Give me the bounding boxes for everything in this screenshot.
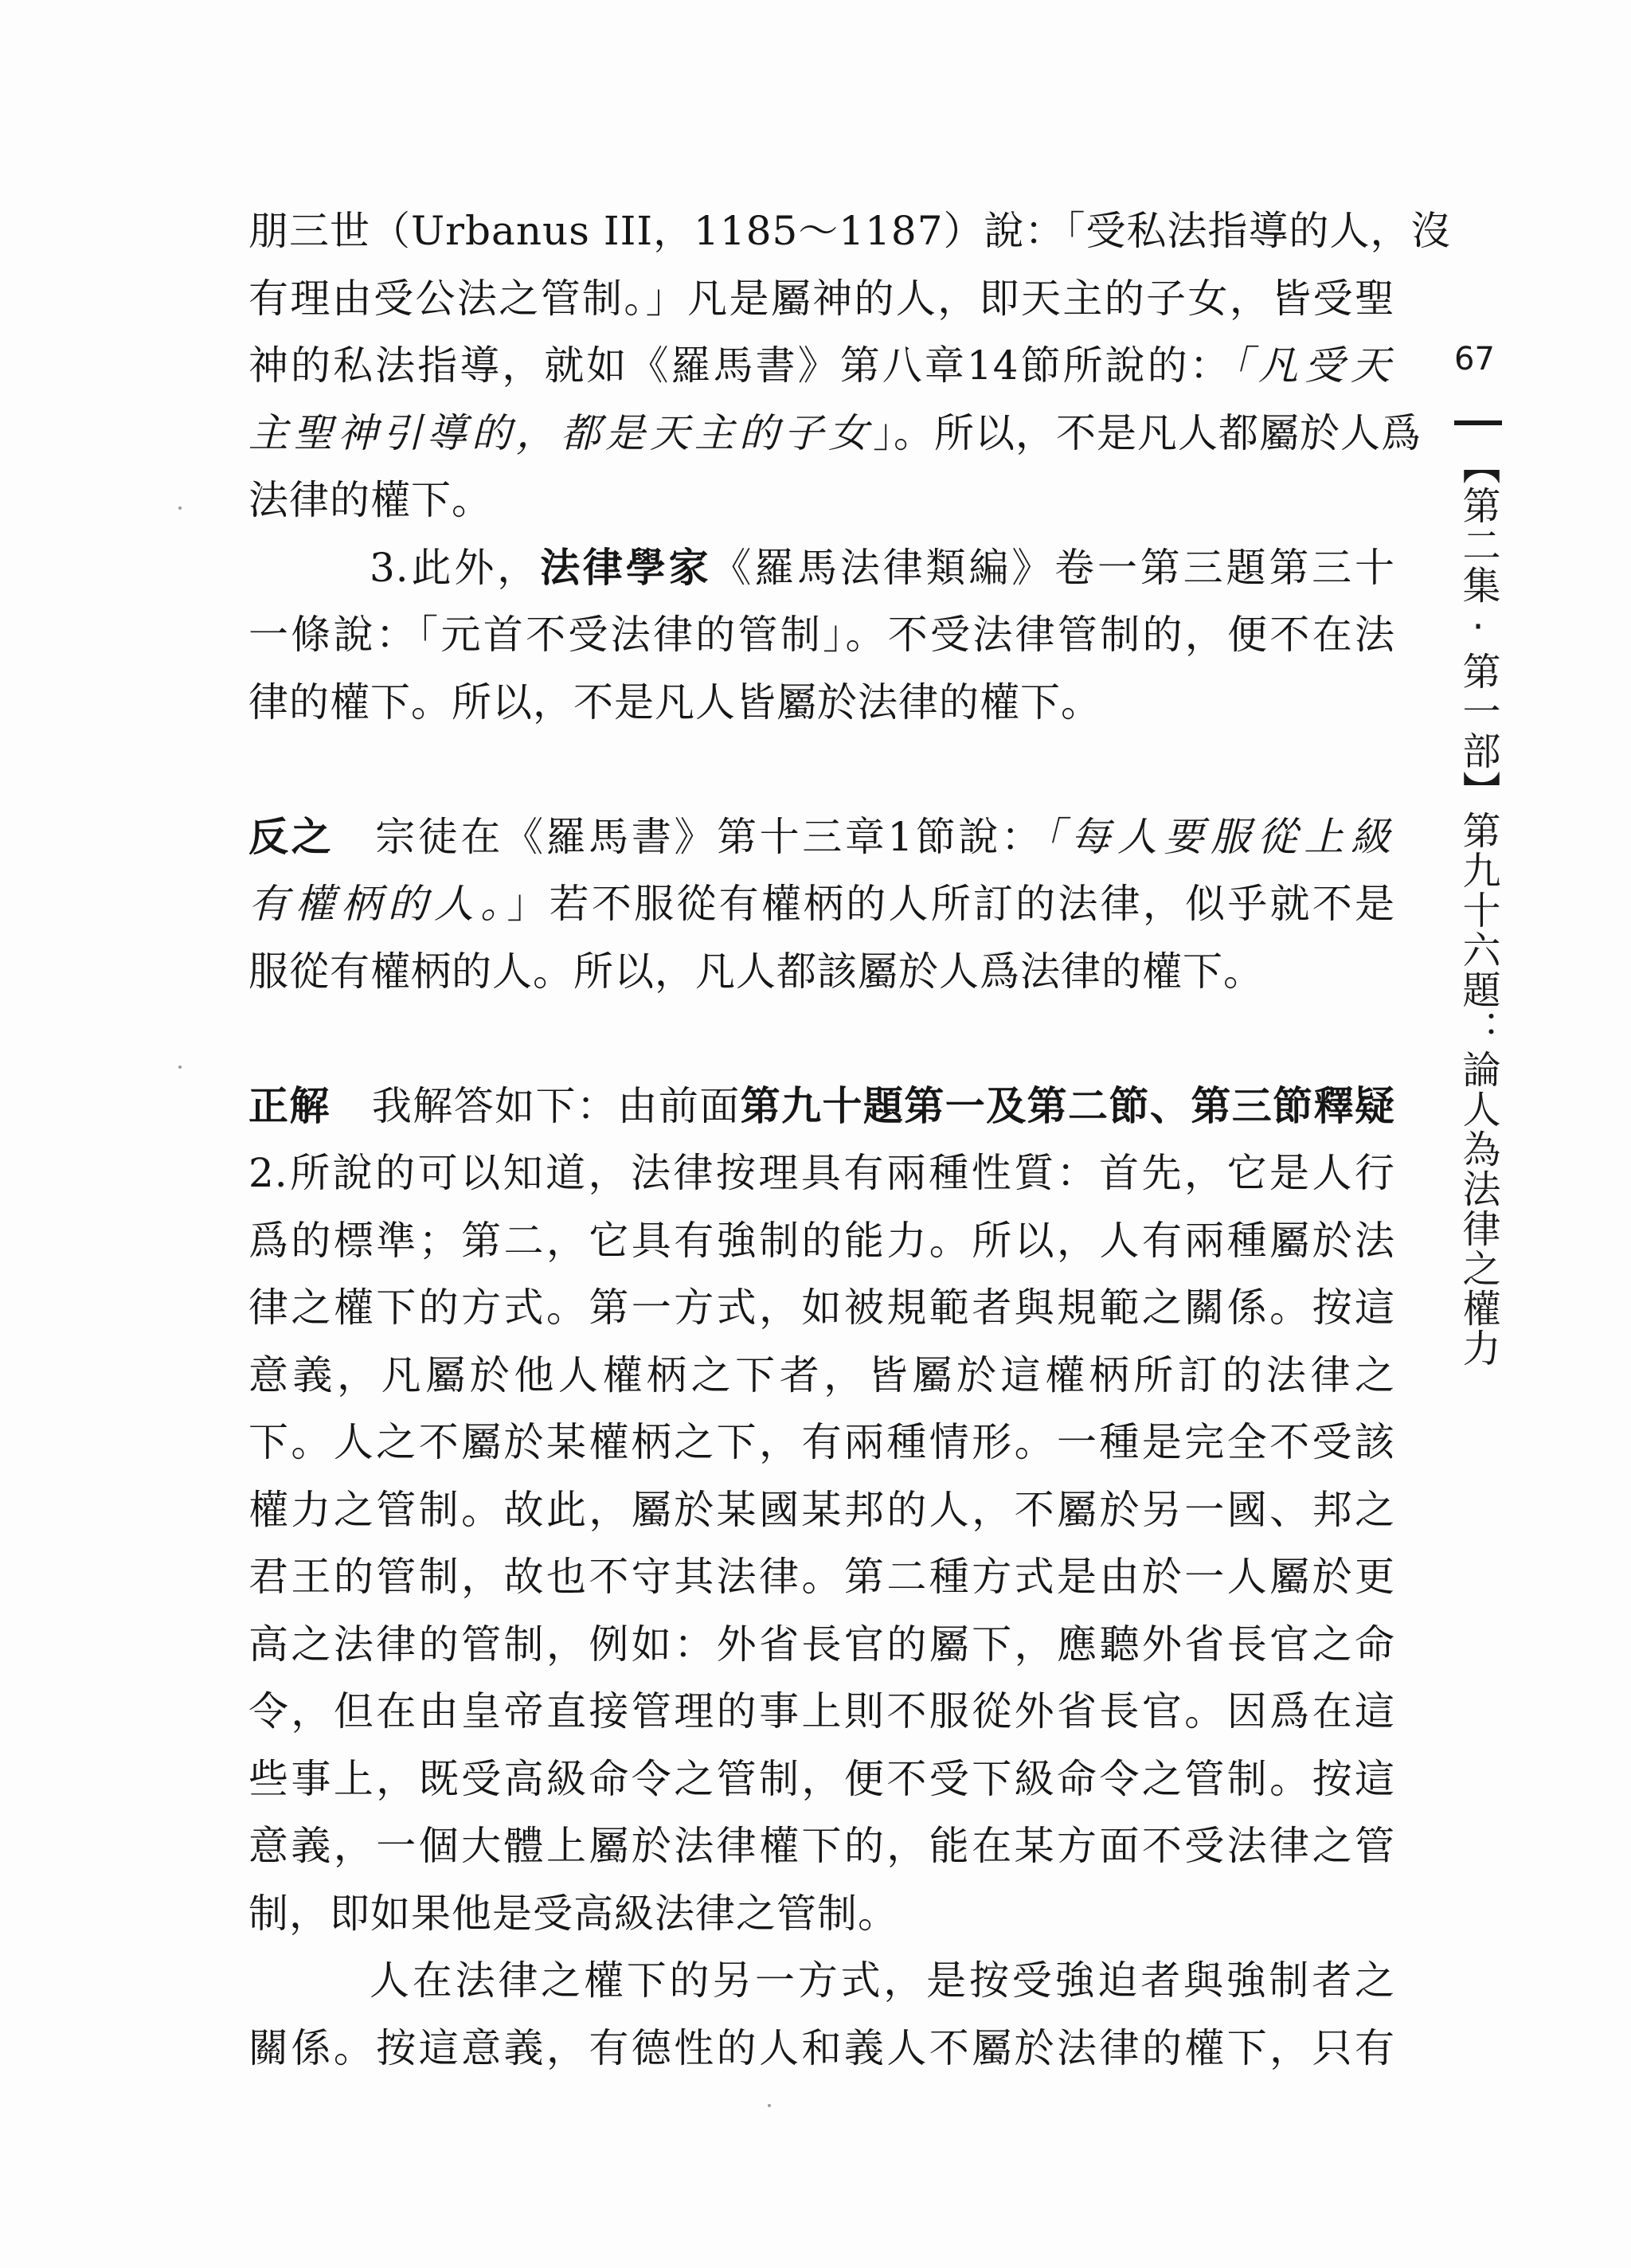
main-text <box>248 197 1452 2082</box>
scan-speck <box>178 506 182 510</box>
text-line: 權力之管制。故此，屬於某國某邦的人，不屬於另一國、邦之 <box>248 1486 1395 1533</box>
paragraph-gap <box>248 1005 1395 1073</box>
scripture-quote: 「凡受天 <box>1231 342 1396 389</box>
text-line: 君王的管制，故也不守其法律。第二種方式是由於一人屬於更 <box>248 1554 1395 1600</box>
text-line <box>248 534 1395 602</box>
paragraph-sed-contra <box>248 804 1395 1006</box>
text-line: 有理由受公法之管制。」凡是屬神的人，即天主的子女，皆受聖 <box>248 275 1395 322</box>
text-run: 」。所以，不是凡人都屬於人爲 <box>873 409 1422 456</box>
bold-term: 法律學家 <box>540 544 712 591</box>
text-line <box>248 332 1395 400</box>
header-rule <box>1454 420 1502 425</box>
text-run: 我解答如下：由前面 <box>371 1082 741 1129</box>
scripture-quote: 主聖神引導的，都是天主的子女 <box>248 409 873 456</box>
text-line: 令，但在由皇帝直接管理的事上則不服從外省長官。因爲在這 <box>248 1688 1395 1734</box>
scan-speck <box>768 2104 771 2107</box>
text-line <box>248 804 1395 871</box>
text-line: 人在法律之權下的另一方式，是按受強迫者與強制者之 <box>370 1957 1395 2004</box>
text-run: 神的私法指導，就如《羅馬書》第八章14節所說的： <box>248 342 1232 389</box>
text-run: 《羅馬法律類編》卷一第三題第三十 <box>711 544 1395 591</box>
paragraph-respondeo <box>248 1073 1395 1948</box>
text-line <box>248 400 1422 467</box>
scripture-quote: 「每人要服從上級 <box>1043 813 1396 860</box>
text-line: 法律的權下。 <box>248 477 492 523</box>
running-head: 【第二集‧第一部】第九十六題：論人為法律之權力 <box>1456 446 1500 1368</box>
paragraph-gap <box>248 736 1395 804</box>
scripture-quote: 有權柄的人。 <box>248 881 507 927</box>
text-line: 律的權下。所以，不是凡人皆屬於法律的權下。 <box>248 678 1101 725</box>
text-line: 意義，一個大體上屬於法律權下的，能在某方面不受法律之管 <box>248 1823 1395 1869</box>
bold-reference: 第九十題第一及第二節、第三節釋疑 <box>740 1082 1396 1129</box>
section-heading: 正解 <box>248 1082 331 1129</box>
text-line <box>248 870 1395 938</box>
text-line: 關係。按這意義，有德性的人和義人不屬於法律的權下，只有 <box>248 2024 1395 2071</box>
text-line: 朋三世（Urbanus III，1185～1187）說：「受私法指導的人，沒 <box>248 208 1452 254</box>
text-line: 一條說：「元首不受法律的管制」。不受法律管制的，便不在法 <box>248 612 1395 658</box>
text-line: 些事上，既受高級命令之管制，便不受下級命令之管制。按這 <box>248 1755 1395 1802</box>
text-line: 制，即如果他是受高級法律之管制。 <box>248 1890 898 1937</box>
page-number: 67 <box>1454 341 1495 377</box>
text-line: 服從有權柄的人。所以，凡人都該屬於人爲法律的權下。 <box>248 948 1264 995</box>
paragraph-objection-3 <box>248 534 1395 737</box>
scan-speck <box>178 1066 182 1069</box>
text-line: 2.所說的可以知道，法律按理具有兩種性質：首先，它是人行 <box>248 1150 1395 1196</box>
text-line: 下。人之不屬於某權柄之下，有兩種情形。一種是完全不受該 <box>248 1419 1395 1465</box>
section-heading: 反之 <box>248 813 334 860</box>
paragraph-objection-2-continued <box>248 197 1452 534</box>
text-run: 」若不服從有權柄的人所訂的法律，似乎就不是 <box>507 881 1396 927</box>
text-line: 意義，凡屬於他人權柄之下者，皆屬於這權柄所訂的法律之 <box>248 1351 1395 1398</box>
text-run: 宗徒在《羅馬書》第十三章1節說： <box>375 813 1044 860</box>
text-line <box>248 1073 1395 1140</box>
text-run: 3.此外， <box>370 544 541 591</box>
text-line: 爲的標準；第二，它具有強制的能力。所以，人有兩種屬於法 <box>248 1217 1395 1264</box>
text-line: 律之權下的方式。第一方式，如被規範者與規範之關係。按這 <box>248 1285 1395 1331</box>
paragraph-second-mode <box>248 1947 1395 2082</box>
text-line: 高之法律的管制，例如：外省長官的屬下，應聽外省長官之命 <box>248 1621 1395 1668</box>
